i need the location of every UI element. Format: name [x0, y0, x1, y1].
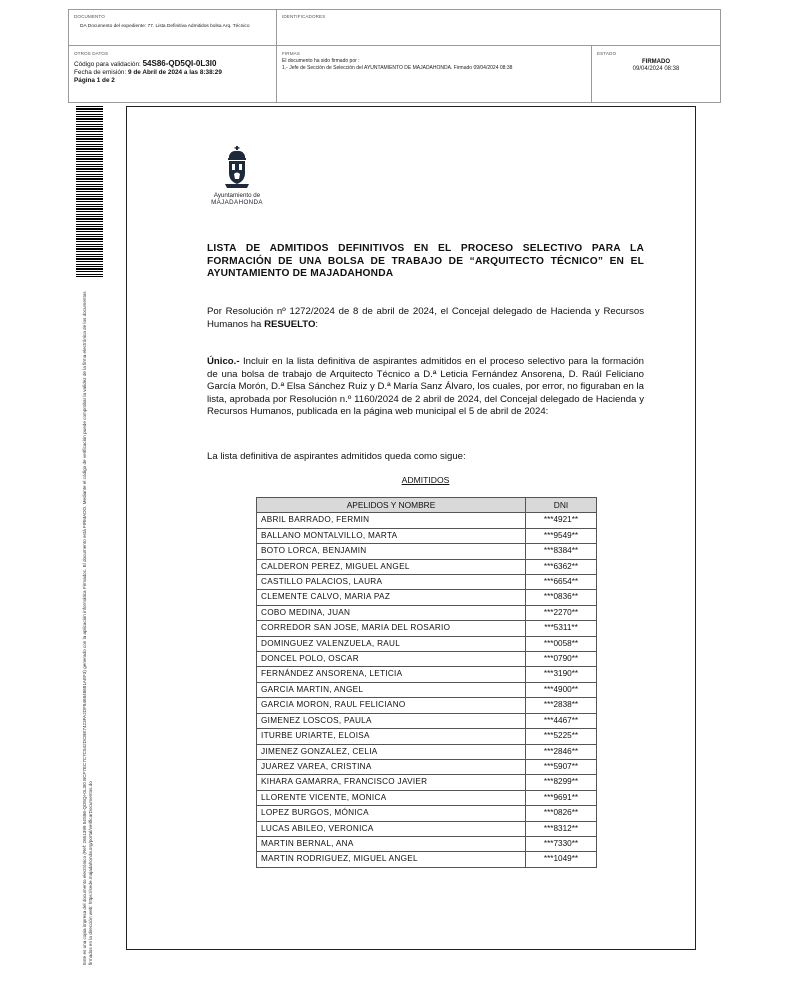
firmas-cell — [277, 46, 592, 102]
applicant-dni: ***7330** — [526, 836, 597, 851]
firmas-label: FIRMAS — [282, 51, 300, 56]
table-row — [257, 836, 597, 851]
applicant-dni: ***5907** — [526, 759, 597, 774]
pagina-line — [74, 77, 271, 85]
applicant-dni: ***0790** — [526, 652, 597, 667]
table-row — [257, 528, 597, 543]
table-row — [257, 513, 597, 528]
applicant-dni: ***2838** — [526, 698, 597, 713]
codigo-value: 54S86-QD5QI-0L3I0 — [142, 59, 217, 68]
applicant-dni: ***4467** — [526, 713, 597, 728]
logo-line-2: MAJADAHONDA — [211, 199, 263, 206]
applicant-name: KIHARA GAMARRA, FRANCISCO JAVIER — [257, 775, 526, 790]
table-row — [257, 636, 597, 651]
applicant-name: GARCIA MORON, RAUL FELICIANO — [257, 698, 526, 713]
applicant-dni: ***2846** — [526, 744, 597, 759]
table-row — [257, 544, 597, 559]
firmas-text: 1.- Jefe de Sección de Selección del AYUNTAMIENTO DE MAJADAHONDA. Firmado 09/04/2024 08:38 — [282, 65, 513, 71]
applicant-name: DONCEL POLO, OSCAR — [257, 652, 526, 667]
table-row — [257, 759, 597, 774]
applicant-dni: ***8384** — [526, 544, 597, 559]
table-row — [257, 744, 597, 759]
identificadores-cell — [277, 10, 720, 46]
resolution-paragraph — [207, 306, 644, 331]
applicant-dni: ***4900** — [526, 682, 597, 697]
unico-paragraph — [207, 356, 644, 419]
document-title: LISTA DE ADMITIDOS DEFINITIVOS EN EL PROCESO SELECTIVO PARA LA FORMACIÓN DE UNA BOLSA DE TRABAJO DE “ARQUITECTO TÉCNICO” EN EL AYUNTAMIENTO DE MAJADAHONDA — [207, 243, 644, 279]
applicant-dni: ***2270** — [526, 605, 597, 620]
applicant-name: BOTO LORCA, BENJAMIN — [257, 544, 526, 559]
applicant-name: CLEMENTE CALVO, MARIA PAZ — [257, 590, 526, 605]
applicant-dni: ***1049** — [526, 852, 597, 867]
estado-value: FIRMADO — [642, 59, 670, 65]
logo-line-1: Ayuntamiento de — [213, 192, 261, 199]
applicant-name: ABRIL BARRADO, FERMIN — [257, 513, 526, 528]
document-header-box — [68, 9, 721, 103]
applicant-dni: ***0058** — [526, 636, 597, 651]
lista-intro: La lista definitiva de aspirantes admitidos queda como sigue: — [207, 451, 466, 462]
table-row — [257, 682, 597, 697]
fecha-value: 9 de Abril de 2024 a las 8:38:29 — [128, 69, 222, 76]
ayuntamiento-logo — [206, 146, 268, 216]
applicant-dni: ***0826** — [526, 806, 597, 821]
table-row — [257, 575, 597, 590]
resolution-end: : — [315, 318, 319, 330]
table-row — [257, 821, 597, 836]
applicant-name: MARTIN RODRIGUEZ, MIGUEL ANGEL — [257, 852, 526, 867]
table-body — [257, 513, 597, 867]
fecha-label: Fecha de emisión: — [74, 69, 127, 76]
documento-label: DOCUMENTO — [74, 14, 105, 19]
applicant-dni: ***4921** — [526, 513, 597, 528]
applicant-name: ITURBE URIARTE, ELOISA — [257, 729, 526, 744]
applicant-name: LOPEZ BURGOS, MÓNICA — [257, 806, 526, 821]
admitidos-heading: ADMITIDOS — [401, 475, 450, 485]
verification-side-note: Este es una copia impresa del documento electrónico (Ref: 2651399 54S86-QD5QI-0L3I0 BCF7EC7C7C542DCBE7423FA2DF846848681AEF3) generado con la aplicación informática Firmadoc. El documento está FIRMADO. Mediante el código de verificación puede comprobar la validez de la firma electrónica de los documentos firmados en la dirección web: https://sede.majadahonda.org/portal/verificarDocumentos.do — [82, 291, 93, 965]
table-row — [257, 852, 597, 867]
firmas-intro: El documento ha sido firmado por : — [282, 58, 360, 64]
applicant-name: CALDERON PEREZ, MIGUEL ANGEL — [257, 559, 526, 574]
applicant-name: GIMENEZ LOSCOS, PAULA — [257, 713, 526, 728]
table-row — [257, 698, 597, 713]
otros-datos-cell — [69, 46, 277, 102]
applicant-dni: ***9691** — [526, 790, 597, 805]
estado-date: 09/04/2024 08:38 — [632, 66, 680, 72]
table-row — [257, 790, 597, 805]
applicant-dni: ***9549** — [526, 528, 597, 543]
documento-cell — [69, 10, 277, 46]
applicant-dni: ***0836** — [526, 590, 597, 605]
applicant-name: BALLANO MONTALVILLO, MARTA — [257, 528, 526, 543]
column-header-name: APELIDOS Y NOMBRE — [257, 498, 526, 513]
documento-text: DA Documento del expediente: 77. Lista Definitiva Admitidos bolsa Arq. Técnico — [80, 24, 250, 29]
codigo-line — [74, 60, 271, 69]
table-header-row — [257, 498, 597, 513]
otros-datos-label: OTROS DATOS — [74, 51, 109, 56]
coat-of-arms-icon — [222, 146, 252, 190]
table-row — [257, 652, 597, 667]
barcode-image — [76, 106, 103, 278]
resuelto-bold: RESUELTO — [264, 318, 316, 330]
applicant-dni: ***6654** — [526, 575, 597, 590]
applicant-name: GARCIA MARTIN, ANGEL — [257, 682, 526, 697]
applicant-dni: ***3190** — [526, 667, 597, 682]
applicant-dni: ***6362** — [526, 559, 597, 574]
table-row — [257, 713, 597, 728]
pagina-value: Página 1 de 2 — [74, 77, 115, 84]
table-row — [257, 667, 597, 682]
table-row — [257, 605, 597, 620]
codigo-label: Código para validación: — [74, 61, 141, 68]
applicant-name: JIMENEZ GONZALEZ, CELIA — [257, 744, 526, 759]
applicant-dni: ***8312** — [526, 821, 597, 836]
table-row — [257, 729, 597, 744]
applicant-name: CASTILLO PALACIOS, LAURA — [257, 575, 526, 590]
estado-cell — [592, 46, 720, 102]
table-row — [257, 590, 597, 605]
applicant-name: LLORENTE VICENTE, MONICA — [257, 790, 526, 805]
applicant-name: FERNÁNDEZ ANSORENA, LETICIA — [257, 667, 526, 682]
applicant-name: LUCAS ABILEO, VERONICA — [257, 821, 526, 836]
estado-label: ESTADO — [597, 51, 617, 56]
column-header-dni: DNI — [526, 498, 597, 513]
applicant-dni: ***8299** — [526, 775, 597, 790]
applicant-name: MARTIN BERNAL, ANA — [257, 836, 526, 851]
table-row — [257, 775, 597, 790]
identificadores-label: IDENTIFICADORES — [282, 14, 326, 19]
fecha-line — [74, 69, 271, 77]
admitidos-table — [256, 497, 597, 868]
resolution-text: Por Resolución nº 1272/2024 de 8 de abril de 2024, el Concejal delegado de Hacienda y Recursos Humanos ha — [207, 306, 644, 330]
applicant-name: DOMINGUEZ VALENZUELA, RAUL — [257, 636, 526, 651]
applicant-name: JUAREZ VAREA, CRISTINA — [257, 759, 526, 774]
applicant-dni: ***5225** — [526, 729, 597, 744]
table-row — [257, 621, 597, 636]
unico-label: Único.- — [207, 356, 240, 367]
table-row — [257, 806, 597, 821]
applicant-name: COBO MEDINA, JUAN — [257, 605, 526, 620]
table-row — [257, 559, 597, 574]
unico-text: Incluir en la lista definitiva de aspirantes admitidos en el proceso selectivo para la formación de una bolsa de trabajo de Arquitecto Técnico a D.ª Leticia Fernández Ansorena, D. Raúl Feliciano García Morón, D.ª Elsa Sánchez Ruiz y D.ª María Sanz Álvaro, los cuales, por error, no figuraban en la lista, aprobada por Resolución n.º 1160/2024 de 2 abril de 2024, del Concejal delegado de Hacienda y Recursos Humanos, publicada en la página web municipal el 5 de abril de 2024: — [207, 356, 644, 418]
applicant-dni: ***5311** — [526, 621, 597, 636]
applicant-name: CORREDOR SAN JOSE, MARIA DEL ROSARIO — [257, 621, 526, 636]
